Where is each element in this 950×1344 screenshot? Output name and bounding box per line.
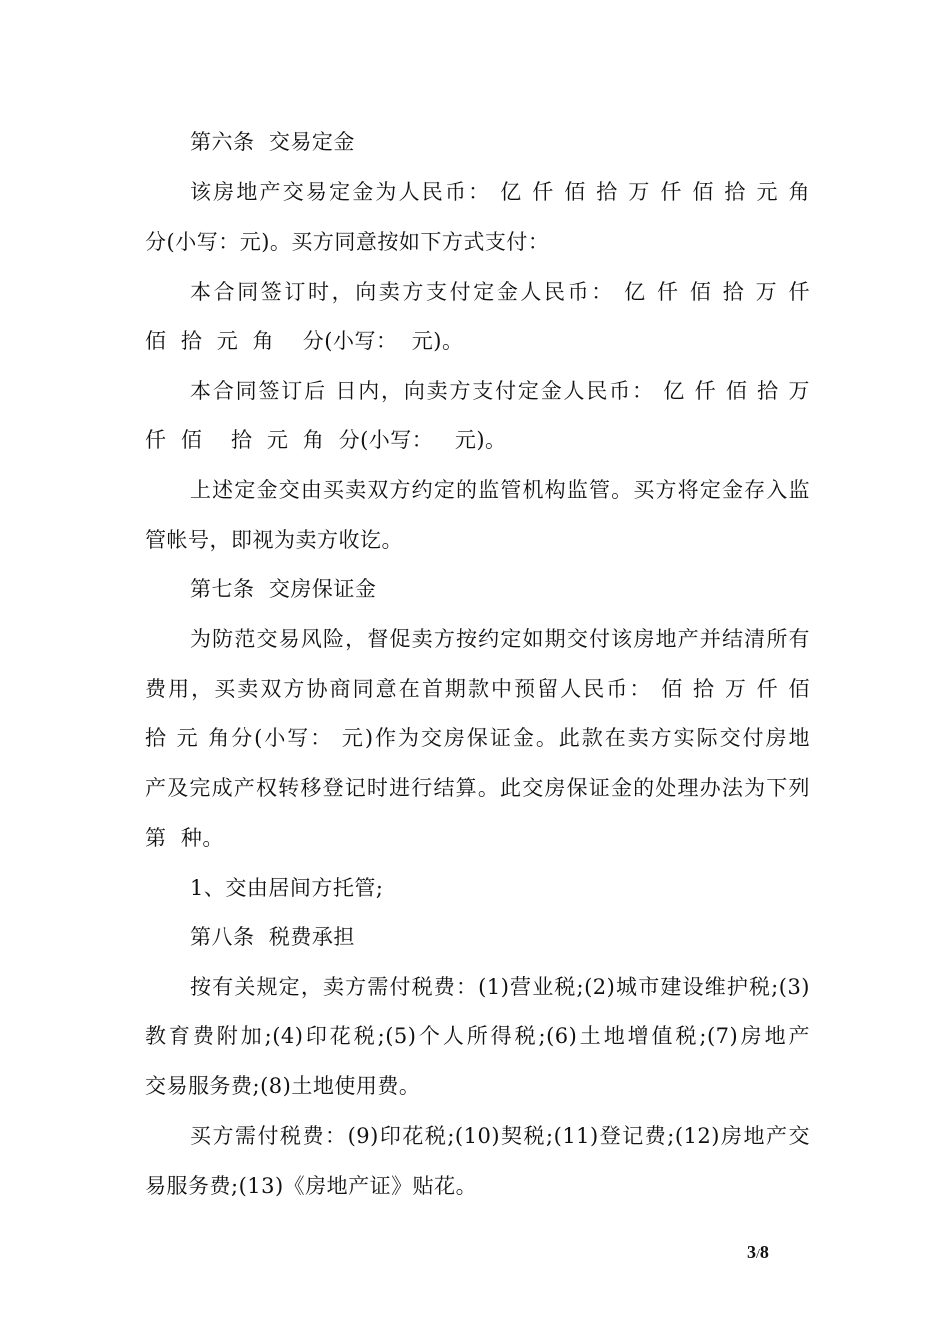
paragraph-line: 交易服务费;(8)土地使用费。 xyxy=(145,1074,421,1098)
paragraph-line: 教育费附加;(4)印花税;(5)个人所得税;(6)土地增值税;(7)房地产 xyxy=(145,1024,810,1048)
paragraph-line: 上述定金交由买卖双方约定的监管机构监管。买方将定金存入监 xyxy=(190,478,810,502)
paragraph-line: 仟 佰 拾 元 角 分(小写： 元)。 xyxy=(145,428,507,452)
paragraph-line: 本合同签订时，向卖方支付定金人民币： 亿 仟 佰 拾 万 仟 xyxy=(190,280,810,304)
total-pages-number: 8 xyxy=(759,1242,769,1262)
paragraph-line: 佰 拾 元 角 分(小写： 元)。 xyxy=(145,329,464,353)
section-heading-article-7: 第七条 交房保证金 xyxy=(190,577,377,601)
paragraph-line: 产及完成产权转移登记时进行结算。此交房保证金的处理办法为下列 xyxy=(145,776,810,800)
paragraph-line: 本合同签订后 日内，向卖方支付定金人民币： 亿 仟 佰 拾 万 xyxy=(190,379,810,403)
paragraph-line: 费用，买卖双方协商同意在首期款中预留人民币： 佰 拾 万 仟 佰 xyxy=(145,677,810,701)
paragraph-line: 为防范交易风险，督促卖方按约定如期交付该房地产并结清所有 xyxy=(190,627,810,651)
page-number xyxy=(747,1240,769,1267)
paragraph-line: 管帐号，即视为卖方收讫。 xyxy=(145,528,403,552)
paragraph-line: 分(小写：元)。买方同意按如下方式支付： xyxy=(145,230,550,254)
list-item: 1、交由居间方托管; xyxy=(190,876,384,900)
paragraph-line: 按有关规定，卖方需付税费：(1)营业税;(2)城市建设维护税;(3) xyxy=(190,975,810,999)
paragraph-line: 买方需付税费：(9)印花税;(10)契税;(11)登记费;(12)房地产交 xyxy=(190,1124,810,1148)
paragraph-line: 该房地产交易定金为人民币： 亿 仟 佰 拾 万 仟 佰 拾 元 角 xyxy=(190,180,810,204)
section-heading-article-6: 第六条 交易定金 xyxy=(190,130,355,154)
paragraph-line: 拾 元 角分(小写： 元)作为交房保证金。此款在卖方实际交付房地 xyxy=(145,726,810,750)
section-heading-article-8: 第八条 税费承担 xyxy=(190,925,355,949)
page-number-separator: / xyxy=(756,1247,760,1262)
paragraph-line: 第 种。 xyxy=(145,826,224,850)
paragraph-line: 易服务费;(13)《房地产证》贴花。 xyxy=(145,1174,478,1198)
current-page-number: 3 xyxy=(747,1242,756,1262)
